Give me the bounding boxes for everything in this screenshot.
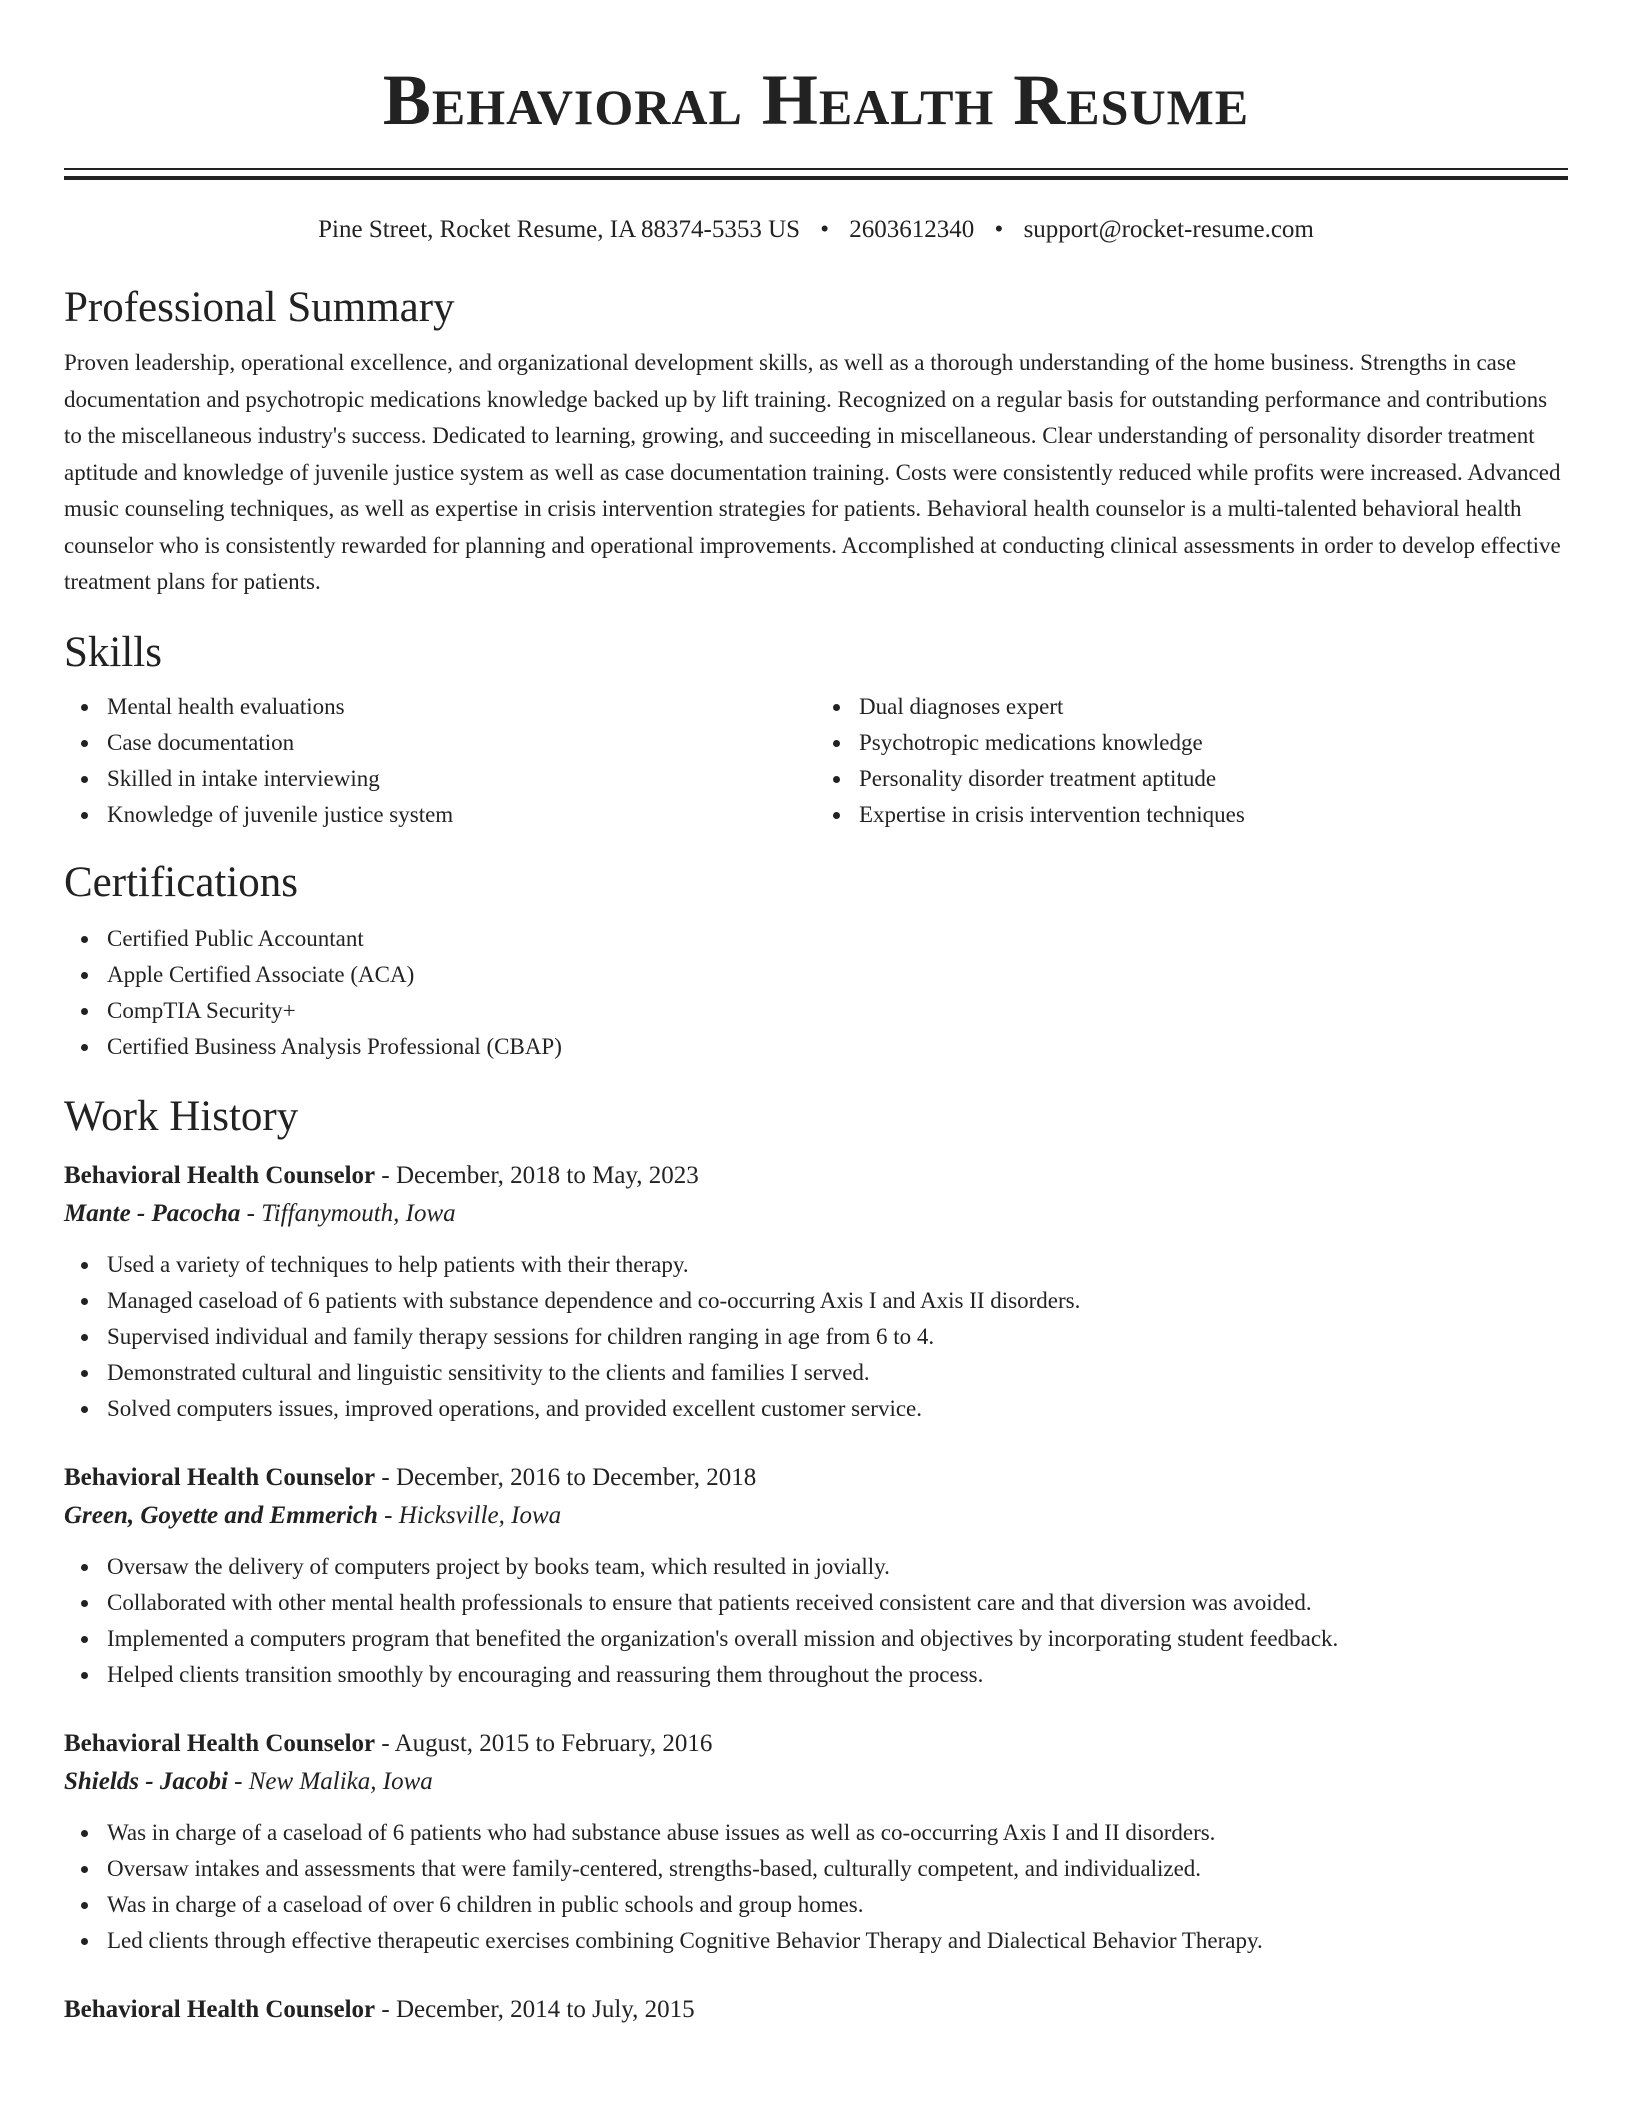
title-divider-thin	[64, 168, 1568, 170]
job-bullet: Led clients through effective therapeutic exercises combining Cognitive Behavior Therapy and Dialectical Behavior Therapy.	[107, 1923, 1568, 1959]
work-history-section	[64, 1091, 1568, 2029]
skill-item: Psychotropic medications knowledge	[859, 725, 1568, 761]
job-title: Behavioral Health Counselor	[64, 1995, 376, 2023]
job-company: Mante - Pacocha	[64, 1199, 241, 1227]
summary-heading: Professional Summary	[64, 284, 455, 331]
job-bullet: Managed caseload of 6 patients with substance dependence and co-occurring Axis I and Axis II disorders.	[107, 1283, 1568, 1319]
job-dates: August, 2015 to February, 2016	[394, 1729, 713, 1757]
contact-separator: •	[820, 216, 830, 243]
contact-email: support@rocket-resume.com	[1023, 216, 1314, 243]
certifications-list	[64, 921, 1568, 1065]
job-bullets	[64, 1549, 1568, 1693]
job-bullets	[64, 1815, 1568, 1959]
job-location: Tiffanymouth, Iowa	[261, 1199, 456, 1227]
job-title-line: Behavioral Health Counselor - August, 2015 to February, 2016	[64, 1729, 713, 1757]
skill-item: Mental health evaluations	[107, 689, 816, 725]
skills-section	[64, 627, 1568, 833]
certification-item: Certified Business Analysis Professional (CBAP)	[107, 1029, 1568, 1065]
summary-section	[64, 282, 1568, 601]
job-bullet: Was in charge of a caseload of over 6 children in public schools and group homes.	[107, 1887, 1568, 1923]
job-bullet: Solved computers issues, improved operations, and provided excellent customer service.	[107, 1391, 1568, 1427]
job-dates: December, 2014 to July, 2015	[395, 1995, 695, 2023]
skill-item: Expertise in crisis intervention techniques	[859, 797, 1568, 833]
job-company-line: Mante - Pacocha - Tiffanymouth, Iowa	[64, 1199, 456, 1227]
skill-item: Dual diagnoses expert	[859, 689, 1568, 725]
contact-phone: 2603612340	[849, 216, 975, 243]
job-company-line: Green, Goyette and Emmerich - Hicksville, Iowa	[64, 1501, 562, 1529]
certification-item: CompTIA Security+	[107, 993, 1568, 1029]
job-bullet: Oversaw intakes and assessments that were family-centered, strengths-based, culturally competent, and individualized.	[107, 1851, 1568, 1887]
job-entry	[64, 1991, 1568, 2029]
skill-item: Knowledge of juvenile justice system	[107, 797, 816, 833]
job-bullet: Used a variety of techniques to help patients with their therapy.	[107, 1247, 1568, 1283]
job-bullets	[64, 1247, 1568, 1427]
job-company-line: Shields - Jacobi - New Malika, Iowa	[64, 1767, 433, 1795]
job-dates: December, 2016 to December, 2018	[395, 1463, 757, 1491]
contact-address: Pine Street, Rocket Resume, IA 88374-5353 US	[318, 216, 801, 243]
summary-text: Proven leadership, operational excellence, and organizational development skills, as well as a thorough understanding of the home business. Strengths in case documentation and psychotropic medications knowledge backed up by lift training. Recognized on a regular basis for outstanding performance and contributions to the miscellaneous industry's success. Dedicated to learning, growing, and succeeding in miscellaneous. Clear understanding of personality disorder treatment aptitude and knowledge of juvenile justice system as well as case documentation training. Costs were consistently reduced while profits were increased. Advanced music counseling techniques, as well as expertise in crisis intervention strategies for patients. Behavioral health counselor is a multi-talented behavioral health counselor who is consistently rewarded for planning and operational improvements. Accomplished at conducting clinical assessments in order to develop effective treatment plans for patients.	[64, 350, 1561, 594]
job-entry	[64, 1157, 1568, 1427]
job-company: Shields - Jacobi	[64, 1767, 228, 1795]
job-bullet: Was in charge of a caseload of 6 patients who had substance abuse issues as well as co-occurring Axis I and II disorders.	[107, 1815, 1568, 1851]
job-location: Hicksville, Iowa	[398, 1501, 562, 1529]
certifications-heading: Certifications	[64, 858, 299, 906]
job-title-line: Behavioral Health Counselor - December, 2018 to May, 2023	[64, 1161, 699, 1189]
job-title-line: Behavioral Health Counselor - December, 2014 to July, 2015	[64, 1995, 695, 2023]
skill-item: Skilled in intake interviewing	[107, 761, 816, 797]
job-bullet: Collaborated with other mental health professionals to ensure that patients received consistent care and that diversion was avoided.	[107, 1585, 1568, 1621]
certifications-section	[64, 857, 1568, 1065]
job-title: Behavioral Health Counselor	[64, 1463, 376, 1491]
skills-heading: Skills	[64, 628, 162, 676]
skills-list-left	[64, 689, 816, 833]
job-bullet: Oversaw the delivery of computers project by books team, which resulted in jovially.	[107, 1549, 1568, 1585]
title-divider-thick	[64, 176, 1568, 180]
skills-list-right	[816, 689, 1568, 833]
skill-item: Personality disorder treatment aptitude	[859, 761, 1568, 797]
job-company: Green, Goyette and Emmerich	[64, 1501, 378, 1529]
job-entry	[64, 1459, 1568, 1693]
skill-item: Case documentation	[107, 725, 816, 761]
work-history-heading: Work History	[64, 1092, 299, 1140]
job-dates: December, 2018 to May, 2023	[395, 1161, 699, 1189]
certification-item: Certified Public Accountant	[107, 921, 1568, 957]
job-bullet: Demonstrated cultural and linguistic sensitivity to the clients and families I served.	[107, 1355, 1568, 1391]
job-title: Behavioral Health Counselor	[64, 1729, 376, 1757]
job-bullet: Implemented a computers program that benefited the organization's overall mission and objectives by incorporating student feedback.	[107, 1621, 1568, 1657]
job-bullet: Helped clients transition smoothly by encouraging and reassuring them throughout the process.	[107, 1657, 1568, 1693]
job-title-line: Behavioral Health Counselor - December, 2016 to December, 2018	[64, 1463, 757, 1491]
certification-item: Apple Certified Associate (ACA)	[107, 957, 1568, 993]
contact-separator: •	[994, 216, 1004, 243]
skills-columns	[64, 689, 1568, 833]
contact-line	[64, 214, 1568, 246]
job-list	[64, 1157, 1568, 2029]
job-bullet: Supervised individual and family therapy sessions for children ranging in age from 6 to 4.	[107, 1319, 1568, 1355]
job-location: New Malika, Iowa	[248, 1767, 433, 1795]
job-title: Behavioral Health Counselor	[64, 1161, 376, 1189]
resume-title: Behavioral Health Resume	[382, 60, 1250, 140]
job-entry	[64, 1725, 1568, 1959]
